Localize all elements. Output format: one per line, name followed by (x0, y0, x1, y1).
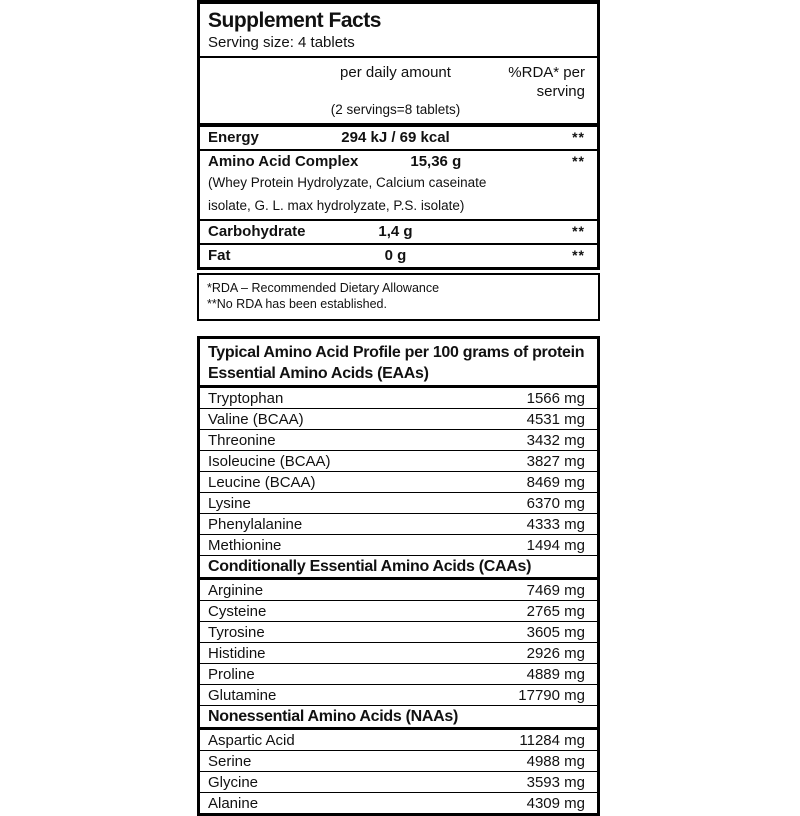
amino-row-lysine (200, 493, 597, 514)
amino-name: Lysine (208, 494, 251, 512)
nutrient-name: Carbohydrate (208, 223, 306, 240)
amino-name: Tryptophan (208, 389, 284, 407)
nutrient-name: Energy (208, 129, 259, 146)
table-row-energy (200, 127, 597, 151)
col-rda-label: %RDA* per serving (508, 64, 585, 100)
amino-name: Proline (208, 665, 255, 683)
amino-row-glycine (200, 772, 597, 793)
amino-value: 8469 mg (526, 473, 585, 491)
amino-name: Valine (BCAA) (208, 410, 304, 428)
amino-row-aspartic-acid (200, 730, 597, 751)
amino-row-tryptophan (200, 388, 597, 409)
nutrient-rda: ** (572, 223, 585, 239)
amino-row-histidine (200, 643, 597, 664)
supplement-facts-table (197, 0, 600, 270)
section-header-eaa: Essential Amino Acids (EAAs) (208, 365, 429, 382)
amino-value: 2765 mg (526, 602, 585, 620)
amino-row-leucine (200, 472, 597, 493)
amino-name: Leucine (BCAA) (208, 473, 316, 491)
amino-row-threonine (200, 430, 597, 451)
amino-acid-profile-table (197, 336, 600, 816)
nutrient-rda: ** (572, 247, 585, 263)
amino-value: 4309 mg (526, 794, 585, 812)
nutrient-name: Amino Acid Complex (208, 153, 359, 170)
supplement-facts-title: Supplement Facts (208, 9, 381, 32)
serving-size-text: Serving size: 4 tablets (200, 33, 597, 58)
amino-row-arginine (200, 580, 597, 601)
amino-row-alanine (200, 793, 597, 813)
amino-name: Glutamine (208, 686, 277, 704)
amino-value: 2926 mg (526, 644, 585, 662)
amino-name: Methionine (208, 536, 282, 554)
amino-row-proline (200, 664, 597, 685)
col-servings-note: (2 servings=8 tablets) (330, 102, 461, 117)
amino-name: Threonine (208, 431, 276, 449)
amino-profile-title-block (200, 339, 597, 388)
label-column (197, 0, 600, 816)
nutrient-name: Fat (208, 247, 231, 264)
amino-value: 3827 mg (526, 452, 585, 470)
amino-value: 11284 mg (519, 731, 585, 749)
amino-row-tyrosine (200, 622, 597, 643)
amino-row-isoleucine (200, 451, 597, 472)
amino-name: Serine (208, 752, 252, 770)
amino-profile-title: Typical Amino Acid Profile per 100 grams of protein (208, 344, 585, 361)
ingredient-note-line1: (Whey Protein Hydrolyzate, Calcium caseinate (208, 175, 487, 190)
section-header-caa: Conditionally Essential Amino Acids (CAAs) (200, 556, 597, 580)
ingredient-note-line2: isolate, G. L. max hydrolyzate, P.S. isolate) (208, 198, 465, 213)
amino-value: 4333 mg (526, 515, 585, 533)
amino-value: 4889 mg (526, 665, 585, 683)
amino-name: Tyrosine (208, 623, 265, 641)
col-amount-label: per daily amount (340, 64, 451, 81)
nutrient-rda: ** (572, 153, 585, 169)
amino-name: Arginine (208, 581, 264, 599)
amino-value: 1566 mg (526, 389, 585, 407)
footnote-rda: *RDA – Recommended Dietary Allowance (207, 281, 440, 295)
footnote-no-rda: **No RDA has been established. (207, 296, 387, 311)
amino-name: Aspartic Acid (208, 731, 295, 749)
amino-name: Phenylalanine (208, 515, 303, 533)
amino-row-methionine (200, 535, 597, 556)
column-header-block (200, 58, 597, 127)
table-row-fat (200, 245, 597, 267)
amino-row-valine (200, 409, 597, 430)
footnote-box (197, 273, 600, 321)
amino-value: 4988 mg (526, 752, 585, 770)
amino-value: 17790 mg (518, 686, 585, 704)
amino-name: Histidine (208, 644, 266, 662)
section-header-naa: Nonessential Amino Acids (NAAs) (200, 706, 597, 730)
amino-row-phenylalanine (200, 514, 597, 535)
nutrient-amount: 15,36 g (410, 153, 462, 170)
amino-value: 3605 mg (526, 623, 585, 641)
amino-row-cysteine (200, 601, 597, 622)
nutrient-amount: 0 g (384, 247, 407, 264)
amino-value: 6370 mg (526, 494, 585, 512)
amino-row-glutamine (200, 685, 597, 706)
amino-name: Isoleucine (BCAA) (208, 452, 331, 470)
amino-name: Cysteine (208, 602, 267, 620)
nutrient-amount: 1,4 g (378, 223, 413, 240)
table-row-carbohydrate (200, 221, 597, 245)
amino-value: 7469 mg (526, 581, 585, 599)
amino-value: 4531 mg (526, 410, 585, 428)
nutrient-rda: ** (572, 129, 585, 145)
amino-value: 1494 mg (526, 536, 585, 554)
nutrient-amount: 294 kJ / 69 kcal (341, 129, 450, 146)
amino-value: 3432 mg (526, 431, 585, 449)
amino-row-serine (200, 751, 597, 772)
amino-value: 3593 mg (526, 773, 585, 791)
amino-name: Glycine (208, 773, 259, 791)
table-row-amino-acid-complex (200, 151, 597, 221)
amino-name: Alanine (208, 794, 259, 812)
